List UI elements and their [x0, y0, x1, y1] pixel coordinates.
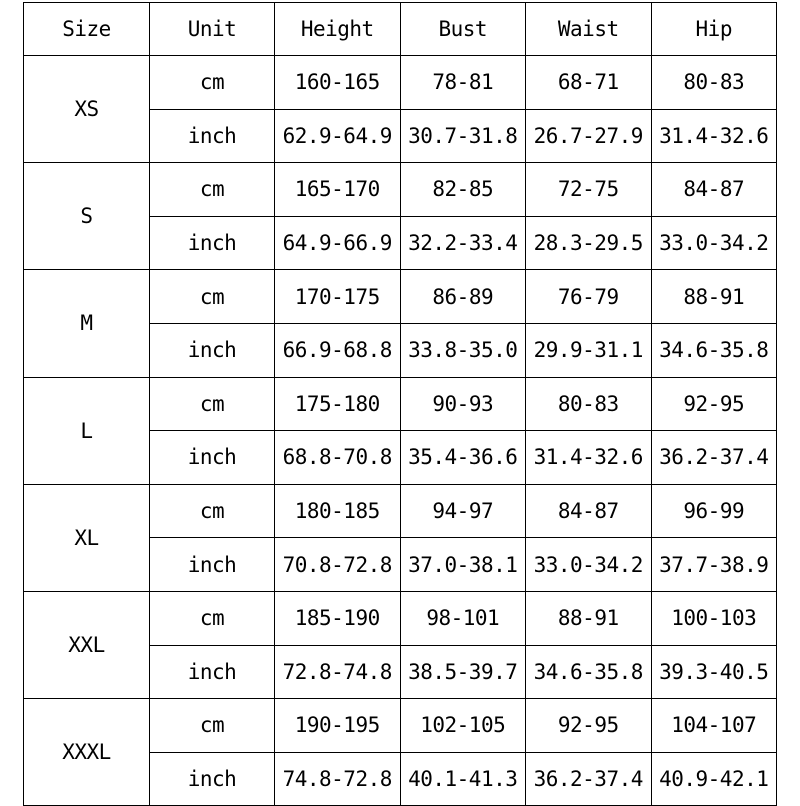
- hip-cell: 80-83: [651, 56, 777, 110]
- height-cell: 160-165: [275, 56, 401, 110]
- waist-cell: 34.6-35.8: [526, 645, 652, 699]
- header-waist: Waist: [526, 3, 652, 56]
- hip-cell: 39.3-40.5: [651, 645, 777, 699]
- bust-cell: 90-93: [400, 377, 526, 431]
- table-row: [24, 591, 777, 645]
- unit-cell: inch: [150, 216, 275, 270]
- size-label: XXXL: [24, 699, 150, 806]
- table-row: [24, 56, 777, 110]
- waist-cell: 92-95: [526, 699, 652, 753]
- bust-cell: 30.7-31.8: [400, 109, 526, 163]
- size-label: XL: [24, 484, 150, 591]
- hip-cell: 33.0-34.2: [651, 216, 777, 270]
- bust-cell: 98-101: [400, 591, 526, 645]
- unit-cell: cm: [150, 591, 275, 645]
- height-cell: 170-175: [275, 270, 401, 324]
- waist-cell: 72-75: [526, 163, 652, 217]
- height-cell: 64.9-66.9: [275, 216, 401, 270]
- height-cell: 165-170: [275, 163, 401, 217]
- header-size: Size: [24, 3, 150, 56]
- unit-cell: inch: [150, 752, 275, 806]
- header-row: [24, 3, 777, 56]
- bust-cell: 32.2-33.4: [400, 216, 526, 270]
- hip-cell: 31.4-32.6: [651, 109, 777, 163]
- bust-cell: 35.4-36.6: [400, 431, 526, 485]
- table-row: [24, 377, 777, 431]
- hip-cell: 84-87: [651, 163, 777, 217]
- size-label: M: [24, 270, 150, 377]
- header-bust: Bust: [400, 3, 526, 56]
- unit-cell: cm: [150, 484, 275, 538]
- height-cell: 74.8-72.8: [275, 752, 401, 806]
- unit-cell: inch: [150, 323, 275, 377]
- size-label: L: [24, 377, 150, 484]
- waist-cell: 33.0-34.2: [526, 538, 652, 592]
- hip-cell: 34.6-35.8: [651, 323, 777, 377]
- height-cell: 185-190: [275, 591, 401, 645]
- height-cell: 175-180: [275, 377, 401, 431]
- header-hip: Hip: [651, 3, 777, 56]
- waist-cell: 84-87: [526, 484, 652, 538]
- bust-cell: 82-85: [400, 163, 526, 217]
- height-cell: 62.9-64.9: [275, 109, 401, 163]
- unit-cell: cm: [150, 163, 275, 217]
- table-row: [24, 484, 777, 538]
- size-chart-table: [23, 2, 777, 806]
- height-cell: 190-195: [275, 699, 401, 753]
- bust-cell: 33.8-35.0: [400, 323, 526, 377]
- unit-cell: inch: [150, 431, 275, 485]
- height-cell: 72.8-74.8: [275, 645, 401, 699]
- size-label: XS: [24, 56, 150, 163]
- hip-cell: 40.9-42.1: [651, 752, 777, 806]
- waist-cell: 68-71: [526, 56, 652, 110]
- waist-cell: 28.3-29.5: [526, 216, 652, 270]
- waist-cell: 36.2-37.4: [526, 752, 652, 806]
- height-cell: 68.8-70.8: [275, 431, 401, 485]
- bust-cell: 38.5-39.7: [400, 645, 526, 699]
- bust-cell: 86-89: [400, 270, 526, 324]
- hip-cell: 92-95: [651, 377, 777, 431]
- unit-cell: inch: [150, 538, 275, 592]
- size-label: XXL: [24, 591, 150, 698]
- hip-cell: 37.7-38.9: [651, 538, 777, 592]
- unit-cell: cm: [150, 377, 275, 431]
- header-height: Height: [275, 3, 401, 56]
- hip-cell: 96-99: [651, 484, 777, 538]
- table-row: [24, 270, 777, 324]
- table-row: [24, 699, 777, 753]
- hip-cell: 36.2-37.4: [651, 431, 777, 485]
- bust-cell: 78-81: [400, 56, 526, 110]
- waist-cell: 76-79: [526, 270, 652, 324]
- unit-cell: cm: [150, 56, 275, 110]
- unit-cell: cm: [150, 699, 275, 753]
- height-cell: 70.8-72.8: [275, 538, 401, 592]
- unit-cell: inch: [150, 645, 275, 699]
- hip-cell: 100-103: [651, 591, 777, 645]
- waist-cell: 31.4-32.6: [526, 431, 652, 485]
- height-cell: 66.9-68.8: [275, 323, 401, 377]
- bust-cell: 37.0-38.1: [400, 538, 526, 592]
- unit-cell: inch: [150, 109, 275, 163]
- hip-cell: 104-107: [651, 699, 777, 753]
- table-row: [24, 163, 777, 217]
- bust-cell: 102-105: [400, 699, 526, 753]
- waist-cell: 80-83: [526, 377, 652, 431]
- unit-cell: cm: [150, 270, 275, 324]
- waist-cell: 88-91: [526, 591, 652, 645]
- size-label: S: [24, 163, 150, 270]
- waist-cell: 29.9-31.1: [526, 323, 652, 377]
- waist-cell: 26.7-27.9: [526, 109, 652, 163]
- bust-cell: 94-97: [400, 484, 526, 538]
- header-unit: Unit: [150, 3, 275, 56]
- height-cell: 180-185: [275, 484, 401, 538]
- bust-cell: 40.1-41.3: [400, 752, 526, 806]
- hip-cell: 88-91: [651, 270, 777, 324]
